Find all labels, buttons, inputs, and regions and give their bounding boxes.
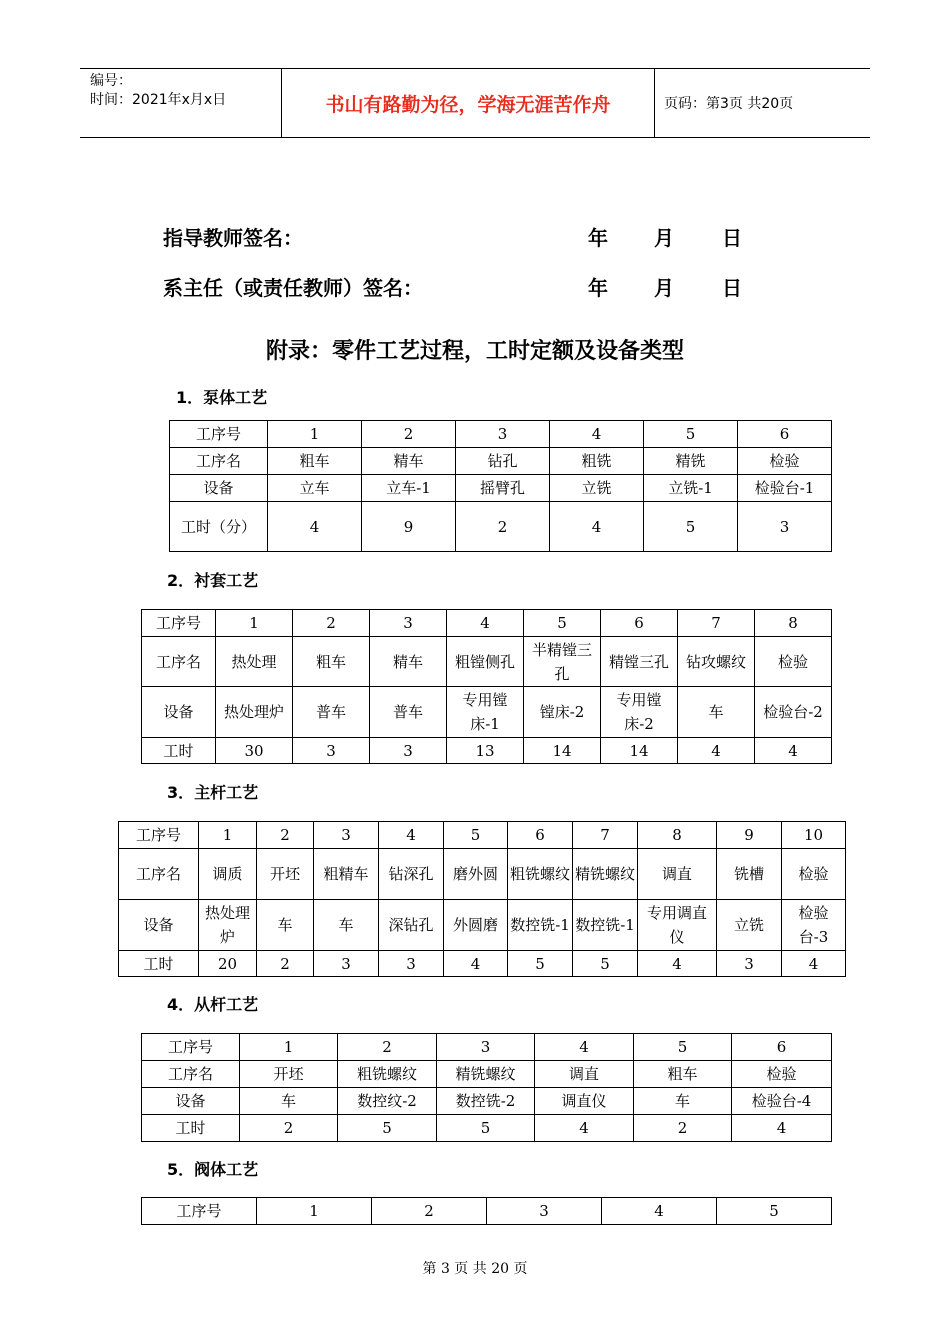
table-cell: 3: [370, 738, 447, 764]
table-cell: 4: [379, 822, 444, 849]
table-cell: 3: [370, 610, 447, 637]
table-cell: 工序名: [119, 849, 199, 900]
table-cell: 热处理炉: [199, 900, 257, 951]
table-cell: 5: [508, 951, 573, 977]
table-cell: 热处理: [216, 637, 293, 687]
table-cell: 5: [573, 951, 638, 977]
table-cell: 外圆磨: [444, 900, 508, 951]
table-cell: 4: [782, 951, 846, 977]
director-signature-label: 系主任（或责任教师）签名：: [163, 276, 423, 300]
section-heading: 4．从杆工艺: [167, 995, 259, 1014]
table-cell: 7: [678, 610, 755, 637]
table-cell: 精车: [362, 448, 456, 475]
table-cell: 工序号: [142, 1198, 257, 1225]
table-cell: 半精镗三孔: [524, 637, 601, 687]
section-heading: 5．阀体工艺: [167, 1160, 259, 1179]
table-cell: 工序名: [170, 448, 268, 475]
table-cell: 1: [240, 1034, 338, 1061]
table-row: [142, 1115, 832, 1142]
table-cell: 粗车: [634, 1061, 732, 1088]
table-cell: 深钻孔: [379, 900, 444, 951]
table-cell: 精车: [370, 637, 447, 687]
page-header: [80, 68, 870, 138]
day-label: 日: [722, 226, 742, 250]
table-row: [142, 1034, 832, 1061]
table-cell: 钻深孔: [379, 849, 444, 900]
table-cell: 镗床-2: [524, 687, 601, 738]
table-cell: 立铣: [550, 475, 644, 502]
table-cell: 精铣螺纹: [437, 1061, 535, 1088]
table-cell: 10: [782, 822, 846, 849]
header-meta: [80, 69, 280, 137]
table-cell: 专用镗床-1: [447, 687, 524, 738]
table-cell: 4: [535, 1034, 634, 1061]
table-cell: 3: [738, 502, 832, 552]
table-cell: 3: [314, 951, 379, 977]
process-table-pump-body: [169, 420, 832, 552]
table-cell: 4: [678, 738, 755, 764]
day-label: 日: [722, 276, 742, 300]
month-label: 月: [654, 276, 674, 300]
table-cell: 数控纹-2: [338, 1088, 437, 1115]
table-row: [142, 1088, 832, 1115]
table-cell: 车: [240, 1088, 338, 1115]
process-table-main-rod: [118, 821, 846, 977]
table-cell: 粗铣: [550, 448, 644, 475]
table-cell: 4: [550, 421, 644, 448]
table-cell: 工序名: [142, 1061, 240, 1088]
header-motto: 书山有路勤为径，学海无涯苦作舟: [281, 69, 655, 137]
table-cell: 13: [447, 738, 524, 764]
table-cell: 3: [379, 951, 444, 977]
table-row: [142, 738, 832, 764]
table-cell: 粗车: [268, 448, 362, 475]
table-cell: 检验: [755, 637, 832, 687]
table-cell: 30: [216, 738, 293, 764]
table-cell: 工序名: [142, 637, 216, 687]
table-cell: 立车-1: [362, 475, 456, 502]
table-cell: 5: [644, 421, 738, 448]
table-cell: 粗铣螺纹: [508, 849, 573, 900]
table-cell: 车: [634, 1088, 732, 1115]
table-cell: 3: [437, 1034, 535, 1061]
table-cell: 3: [717, 951, 782, 977]
table-cell: 6: [508, 822, 573, 849]
table-cell: 精镗三孔: [601, 637, 678, 687]
table-cell: 铣槽: [717, 849, 782, 900]
table-cell: 设备: [119, 900, 199, 951]
table-cell: 开坯: [240, 1061, 338, 1088]
section-heading: 2．衬套工艺: [167, 571, 259, 590]
table-cell: 调直: [638, 849, 717, 900]
process-table-secondary-rod: [141, 1033, 832, 1142]
table-cell: 精铣: [644, 448, 738, 475]
table-cell: 5: [338, 1115, 437, 1142]
table-cell: 检验: [782, 849, 846, 900]
table-cell: 1: [257, 1198, 372, 1225]
table-row: [170, 421, 832, 448]
table-cell: 工序号: [119, 822, 199, 849]
table-cell: 4: [447, 610, 524, 637]
table-cell: 14: [524, 738, 601, 764]
table-cell: 4: [268, 502, 362, 552]
table-cell: 3: [487, 1198, 602, 1225]
table-cell: 调直: [535, 1061, 634, 1088]
table-cell: 专用镗床-2: [601, 687, 678, 738]
section-heading: 3．主杆工艺: [167, 783, 259, 802]
table-cell: 普车: [370, 687, 447, 738]
table-cell: 6: [601, 610, 678, 637]
table-cell: 14: [601, 738, 678, 764]
table-cell: 4: [550, 502, 644, 552]
table-cell: 工序号: [142, 610, 216, 637]
table-row: [142, 687, 832, 738]
table-cell: 磨外圆: [444, 849, 508, 900]
time-label: 时间：2021年x月x日: [90, 92, 227, 108]
table-cell: 2: [338, 1034, 437, 1061]
table-cell: 8: [638, 822, 717, 849]
table-cell: 数控铣-1: [508, 900, 573, 951]
table-cell: 普车: [293, 687, 370, 738]
table-cell: 工序号: [142, 1034, 240, 1061]
table-cell: 摇臂孔: [456, 475, 550, 502]
table-cell: 5: [717, 1198, 832, 1225]
table-row: [119, 849, 846, 900]
table-cell: 检验台-1: [738, 475, 832, 502]
table-cell: 2: [634, 1115, 732, 1142]
table-cell: 设备: [142, 687, 216, 738]
table-cell: 车: [257, 900, 314, 951]
table-cell: 检验台-2: [755, 687, 832, 738]
table-cell: 设备: [142, 1088, 240, 1115]
table-cell: 粗车: [293, 637, 370, 687]
table-cell: 1: [199, 822, 257, 849]
table-cell: 5: [524, 610, 601, 637]
table-cell: 4: [602, 1198, 717, 1225]
month-label: 月: [654, 226, 674, 250]
table-cell: 2: [362, 421, 456, 448]
table-cell: 9: [717, 822, 782, 849]
table-cell: 钻攻螺纹: [678, 637, 755, 687]
table-cell: 5: [634, 1034, 732, 1061]
table-cell: 数控铣-1: [573, 900, 638, 951]
table-cell: 开坯: [257, 849, 314, 900]
table-cell: 1: [268, 421, 362, 448]
table-cell: 5: [644, 502, 738, 552]
table-cell: 2: [240, 1115, 338, 1142]
process-table-bushing: [141, 609, 832, 764]
header-page-info: 页码：第3页 共20页: [664, 96, 794, 112]
table-cell: 3: [456, 421, 550, 448]
table-cell: 立铣-1: [644, 475, 738, 502]
table-cell: 粗精车: [314, 849, 379, 900]
appendix-title: 附录：零件工艺过程，工时定额及设备类型: [265, 339, 684, 364]
table-cell: 4: [732, 1115, 832, 1142]
table-cell: 检验: [732, 1061, 832, 1088]
table-cell: 9: [362, 502, 456, 552]
table-cell: 工时: [142, 738, 216, 764]
year-label: 年: [588, 276, 608, 300]
table-cell: 立车: [268, 475, 362, 502]
table-cell: 设备: [170, 475, 268, 502]
table-row: [142, 637, 832, 687]
table-cell: 工时（分）: [170, 502, 268, 552]
table-cell: 4: [535, 1115, 634, 1142]
table-row: [170, 502, 832, 552]
process-table-valve-body: [141, 1197, 832, 1225]
table-cell: 车: [314, 900, 379, 951]
table-cell: 7: [573, 822, 638, 849]
table-cell: 立铣: [717, 900, 782, 951]
table-cell: 4: [444, 951, 508, 977]
table-row: [170, 448, 832, 475]
table-cell: 5: [444, 822, 508, 849]
table-cell: 1: [216, 610, 293, 637]
table-cell: 调直仪: [535, 1088, 634, 1115]
table-cell: 2: [293, 610, 370, 637]
table-row: [142, 1061, 832, 1088]
table-row: [119, 900, 846, 951]
table-cell: 8: [755, 610, 832, 637]
table-cell: 工时: [119, 951, 199, 977]
page-footer: 第 3 页 共 20 页: [422, 1261, 528, 1277]
table-cell: 3: [314, 822, 379, 849]
table-row: [142, 1198, 832, 1225]
table-cell: 2: [257, 822, 314, 849]
table-cell: 精铣螺纹: [573, 849, 638, 900]
year-label: 年: [588, 226, 608, 250]
table-cell: 20: [199, 951, 257, 977]
table-cell: 2: [372, 1198, 487, 1225]
teacher-signature-label: 指导教师签名：: [163, 226, 303, 250]
table-cell: 检验台-3: [782, 900, 846, 951]
table-cell: 工时: [142, 1115, 240, 1142]
table-row: [170, 475, 832, 502]
table-row: [119, 951, 846, 977]
table-cell: 粗镗侧孔: [447, 637, 524, 687]
table-cell: 车: [678, 687, 755, 738]
table-cell: 热处理炉: [216, 687, 293, 738]
table-cell: 粗铣螺纹: [338, 1061, 437, 1088]
table-cell: 5: [437, 1115, 535, 1142]
table-cell: 2: [257, 951, 314, 977]
table-row: [142, 610, 832, 637]
table-cell: 3: [293, 738, 370, 764]
table-row: [119, 822, 846, 849]
table-cell: 6: [738, 421, 832, 448]
number-label: 编号：: [90, 73, 132, 89]
table-cell: 4: [638, 951, 717, 977]
table-cell: 检验: [738, 448, 832, 475]
table-cell: 专用调直仪: [638, 900, 717, 951]
table-cell: 2: [456, 502, 550, 552]
table-cell: 数控铣-2: [437, 1088, 535, 1115]
table-cell: 6: [732, 1034, 832, 1061]
table-cell: 4: [755, 738, 832, 764]
table-cell: 工序号: [170, 421, 268, 448]
table-cell: 检验台-4: [732, 1088, 832, 1115]
table-cell: 调质: [199, 849, 257, 900]
section-heading: 1．泵体工艺: [176, 388, 268, 407]
table-cell: 钻孔: [456, 448, 550, 475]
